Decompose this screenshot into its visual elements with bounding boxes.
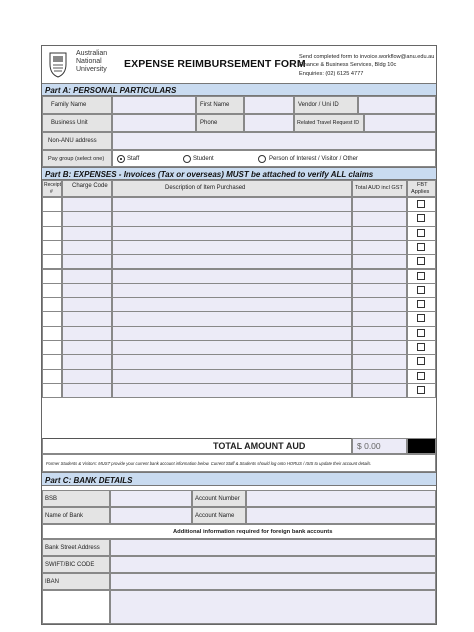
account-number-label: Account Number [195, 496, 240, 502]
pay-other-radio[interactable] [258, 155, 266, 163]
pay-student-radio[interactable] [183, 155, 191, 163]
charge-code-field[interactable] [62, 197, 112, 212]
charge-code-field[interactable] [62, 326, 112, 341]
fbt-checkbox[interactable] [417, 272, 425, 280]
vendor-id-label-cell [294, 96, 358, 114]
travel-request-label-cell [294, 114, 364, 132]
total-field[interactable] [352, 297, 407, 312]
receipt-cell[interactable] [42, 326, 62, 341]
first-name-field[interactable] [244, 96, 294, 114]
description-field[interactable] [112, 211, 352, 226]
contact-email: Send completed form to invoice.workflow@anu.edu.au [299, 54, 435, 60]
swift-field[interactable] [110, 556, 436, 573]
receipt-header-line2: # [50, 189, 53, 195]
receipt-cell[interactable] [42, 211, 62, 226]
travel-request-label: Related Travel Request ID [297, 120, 360, 126]
account-number-label-cell [192, 490, 246, 507]
bsb-label-cell [42, 490, 110, 507]
total-field[interactable] [352, 383, 407, 398]
bank-street-label-cell [42, 539, 110, 556]
pay-group-options [112, 150, 436, 167]
fbt-checkbox[interactable] [417, 300, 425, 308]
fbt-checkbox[interactable] [417, 286, 425, 294]
total-field[interactable] [352, 326, 407, 341]
charge-code-field[interactable] [62, 354, 112, 369]
bsb-field[interactable] [110, 490, 192, 507]
receipt-cell[interactable] [42, 240, 62, 255]
total-field[interactable] [352, 269, 407, 284]
receipt-cell[interactable] [42, 197, 62, 212]
receipt-cell[interactable] [42, 340, 62, 355]
fbt-checkbox[interactable] [417, 357, 425, 365]
total-amount-field[interactable] [352, 438, 407, 454]
description-field[interactable] [112, 297, 352, 312]
pay-student-label: Student [193, 156, 214, 162]
part-b-heading: Part B: EXPENSES - Invoices (Tax or overseas) MUST be attached to verify ALL claims [42, 167, 436, 180]
fbt-checkbox[interactable] [417, 243, 425, 251]
bsb-label: BSB [45, 496, 58, 502]
charge-code-field[interactable] [62, 369, 112, 384]
extra-field[interactable] [110, 590, 436, 624]
university-name [76, 50, 107, 74]
part-c-heading: Part C: BANK DETAILS [42, 472, 436, 486]
charge-code-field[interactable] [62, 269, 112, 284]
charge-code-field[interactable] [62, 383, 112, 398]
fbt-checkbox[interactable] [417, 343, 425, 351]
vendor-id-field[interactable] [358, 96, 436, 114]
description-field[interactable] [112, 354, 352, 369]
charge-code-field[interactable] [62, 283, 112, 298]
pay-group-label-cell [42, 150, 112, 167]
family-name-label: Family Name [51, 102, 87, 108]
bank-name-label-cell [42, 507, 110, 524]
university-line-3: University [76, 66, 107, 73]
description-field[interactable] [112, 269, 352, 284]
total-label: TOTAL AMOUNT AUD [213, 441, 306, 451]
non-anu-address-field[interactable] [112, 132, 436, 150]
bank-street-label: Bank Street Address [45, 545, 100, 551]
swift-label-cell [42, 556, 110, 573]
fbt-header-line2: Applies [411, 189, 430, 195]
fbt-checkbox[interactable] [417, 329, 425, 337]
charge-code-field[interactable] [62, 211, 112, 226]
total-field[interactable] [352, 254, 407, 269]
expense-form [41, 45, 437, 625]
pay-staff-label: Staff [127, 156, 140, 162]
fbt-checkbox[interactable] [417, 257, 425, 265]
vendor-id-label: Vendor / Uni ID [298, 102, 339, 108]
first-name-label-cell [196, 96, 244, 114]
total-field[interactable] [352, 369, 407, 384]
pay-staff-radio[interactable] [117, 155, 125, 163]
receipt-cell[interactable] [42, 369, 62, 384]
pay-group-label: Pay group (select one) [48, 156, 105, 162]
bank-note: Former Students & Visitors: MUST provide your current bank account information below. Current Staff & Students should log onto HORUS / ISIS to update their account details. [46, 461, 372, 466]
bank-note-cell [42, 454, 436, 472]
description-field[interactable] [112, 240, 352, 255]
receipt-cell[interactable] [42, 383, 62, 398]
receipt-cell[interactable] [42, 283, 62, 298]
pay-other-label: Person of Interest / Visitor / Other [269, 156, 358, 162]
fbt-checkbox[interactable] [417, 372, 425, 380]
charge-code-field[interactable] [62, 226, 112, 241]
total-header: Total AUD incl GST [355, 185, 403, 191]
charge-code-field[interactable] [62, 297, 112, 312]
fbt-checkbox[interactable] [417, 314, 425, 322]
phone-label-cell [196, 114, 244, 132]
description-field[interactable] [112, 383, 352, 398]
non-anu-address-label-cell [42, 132, 112, 150]
form-header [42, 46, 436, 83]
contact-phone: Enquiries: (02) 6125 4777 [299, 70, 364, 77]
description-field[interactable] [112, 311, 352, 326]
total-row [42, 438, 352, 454]
fbt-checkbox[interactable] [417, 386, 425, 394]
description-field[interactable] [112, 326, 352, 341]
foreign-bank-heading: Additional information required for foreign bank accounts [173, 529, 333, 535]
foreign-bank-heading-cell [42, 524, 436, 539]
fbt-header-line1: FBT [417, 182, 428, 188]
business-unit-field[interactable] [112, 114, 196, 132]
total-field[interactable] [352, 240, 407, 255]
charge-code-field[interactable] [62, 340, 112, 355]
description-field[interactable] [112, 340, 352, 355]
charge-code-header: Charge Code [72, 183, 108, 189]
account-number-field[interactable] [246, 490, 436, 507]
description-header: Description of Item Purchased [165, 185, 246, 191]
receipt-header-line1: Receipt [44, 182, 61, 188]
total-field[interactable] [352, 197, 407, 212]
receipt-cell[interactable] [42, 226, 62, 241]
iban-label: IBAN [45, 579, 60, 585]
total-field[interactable] [352, 354, 407, 369]
receipt-cell[interactable] [42, 297, 62, 312]
total-field[interactable] [352, 226, 407, 241]
description-field[interactable] [112, 226, 352, 241]
iban-field[interactable] [110, 573, 436, 590]
account-name-label: Account Name [195, 513, 235, 519]
bank-name-label: Name of Bank [45, 513, 84, 519]
university-line-2: National [76, 58, 102, 65]
receipt-cell[interactable] [42, 311, 62, 326]
receipt-cell[interactable] [42, 354, 62, 369]
total-blackout [407, 438, 436, 454]
form-title: EXPENSE REIMBURSEMENT FORM [124, 58, 306, 70]
description-field[interactable] [112, 283, 352, 298]
charge-code-field[interactable] [62, 240, 112, 255]
fbt-checkbox[interactable] [417, 214, 425, 222]
contact-address: Finance & Business Services, Bldg 10c [299, 62, 397, 69]
bank-name-field[interactable] [110, 507, 192, 524]
business-unit-label-cell [42, 114, 112, 132]
description-field[interactable] [112, 369, 352, 384]
university-line-1: Australian [76, 50, 108, 57]
account-name-label-cell [192, 507, 246, 524]
travel-request-field[interactable] [364, 114, 436, 132]
total-field[interactable] [352, 340, 407, 355]
total-field[interactable] [352, 211, 407, 226]
business-unit-label: Business Unit [51, 120, 88, 126]
non-anu-address-label: Non-ANU address [48, 138, 97, 144]
fbt-checkbox[interactable] [417, 200, 425, 208]
fbt-checkbox[interactable] [417, 229, 425, 237]
description-field[interactable] [112, 197, 352, 212]
bank-street-field[interactable] [110, 539, 436, 556]
phone-label: Phone [200, 120, 218, 126]
extra-label-cell [42, 590, 110, 624]
total-amount-value: $ 0.00 [357, 441, 381, 451]
family-name-label-cell [42, 96, 112, 114]
family-name-field[interactable] [112, 96, 196, 114]
charge-code-field[interactable] [62, 311, 112, 326]
first-name-label: First Name [200, 102, 230, 108]
description-field[interactable] [112, 254, 352, 269]
account-name-field[interactable] [246, 507, 436, 524]
swift-label: SWIFT/BIC CODE [45, 562, 95, 568]
iban-label-cell [42, 573, 110, 590]
total-field[interactable] [352, 283, 407, 298]
part-a-heading: Part A: PERSONAL PARTICULARS [42, 83, 436, 96]
total-field[interactable] [352, 311, 407, 326]
receipt-cell[interactable] [42, 254, 62, 269]
university-crest-icon [48, 50, 68, 78]
receipt-cell[interactable] [42, 269, 62, 284]
contact-info [299, 53, 434, 78]
phone-field[interactable] [244, 114, 294, 132]
charge-code-field[interactable] [62, 254, 112, 269]
